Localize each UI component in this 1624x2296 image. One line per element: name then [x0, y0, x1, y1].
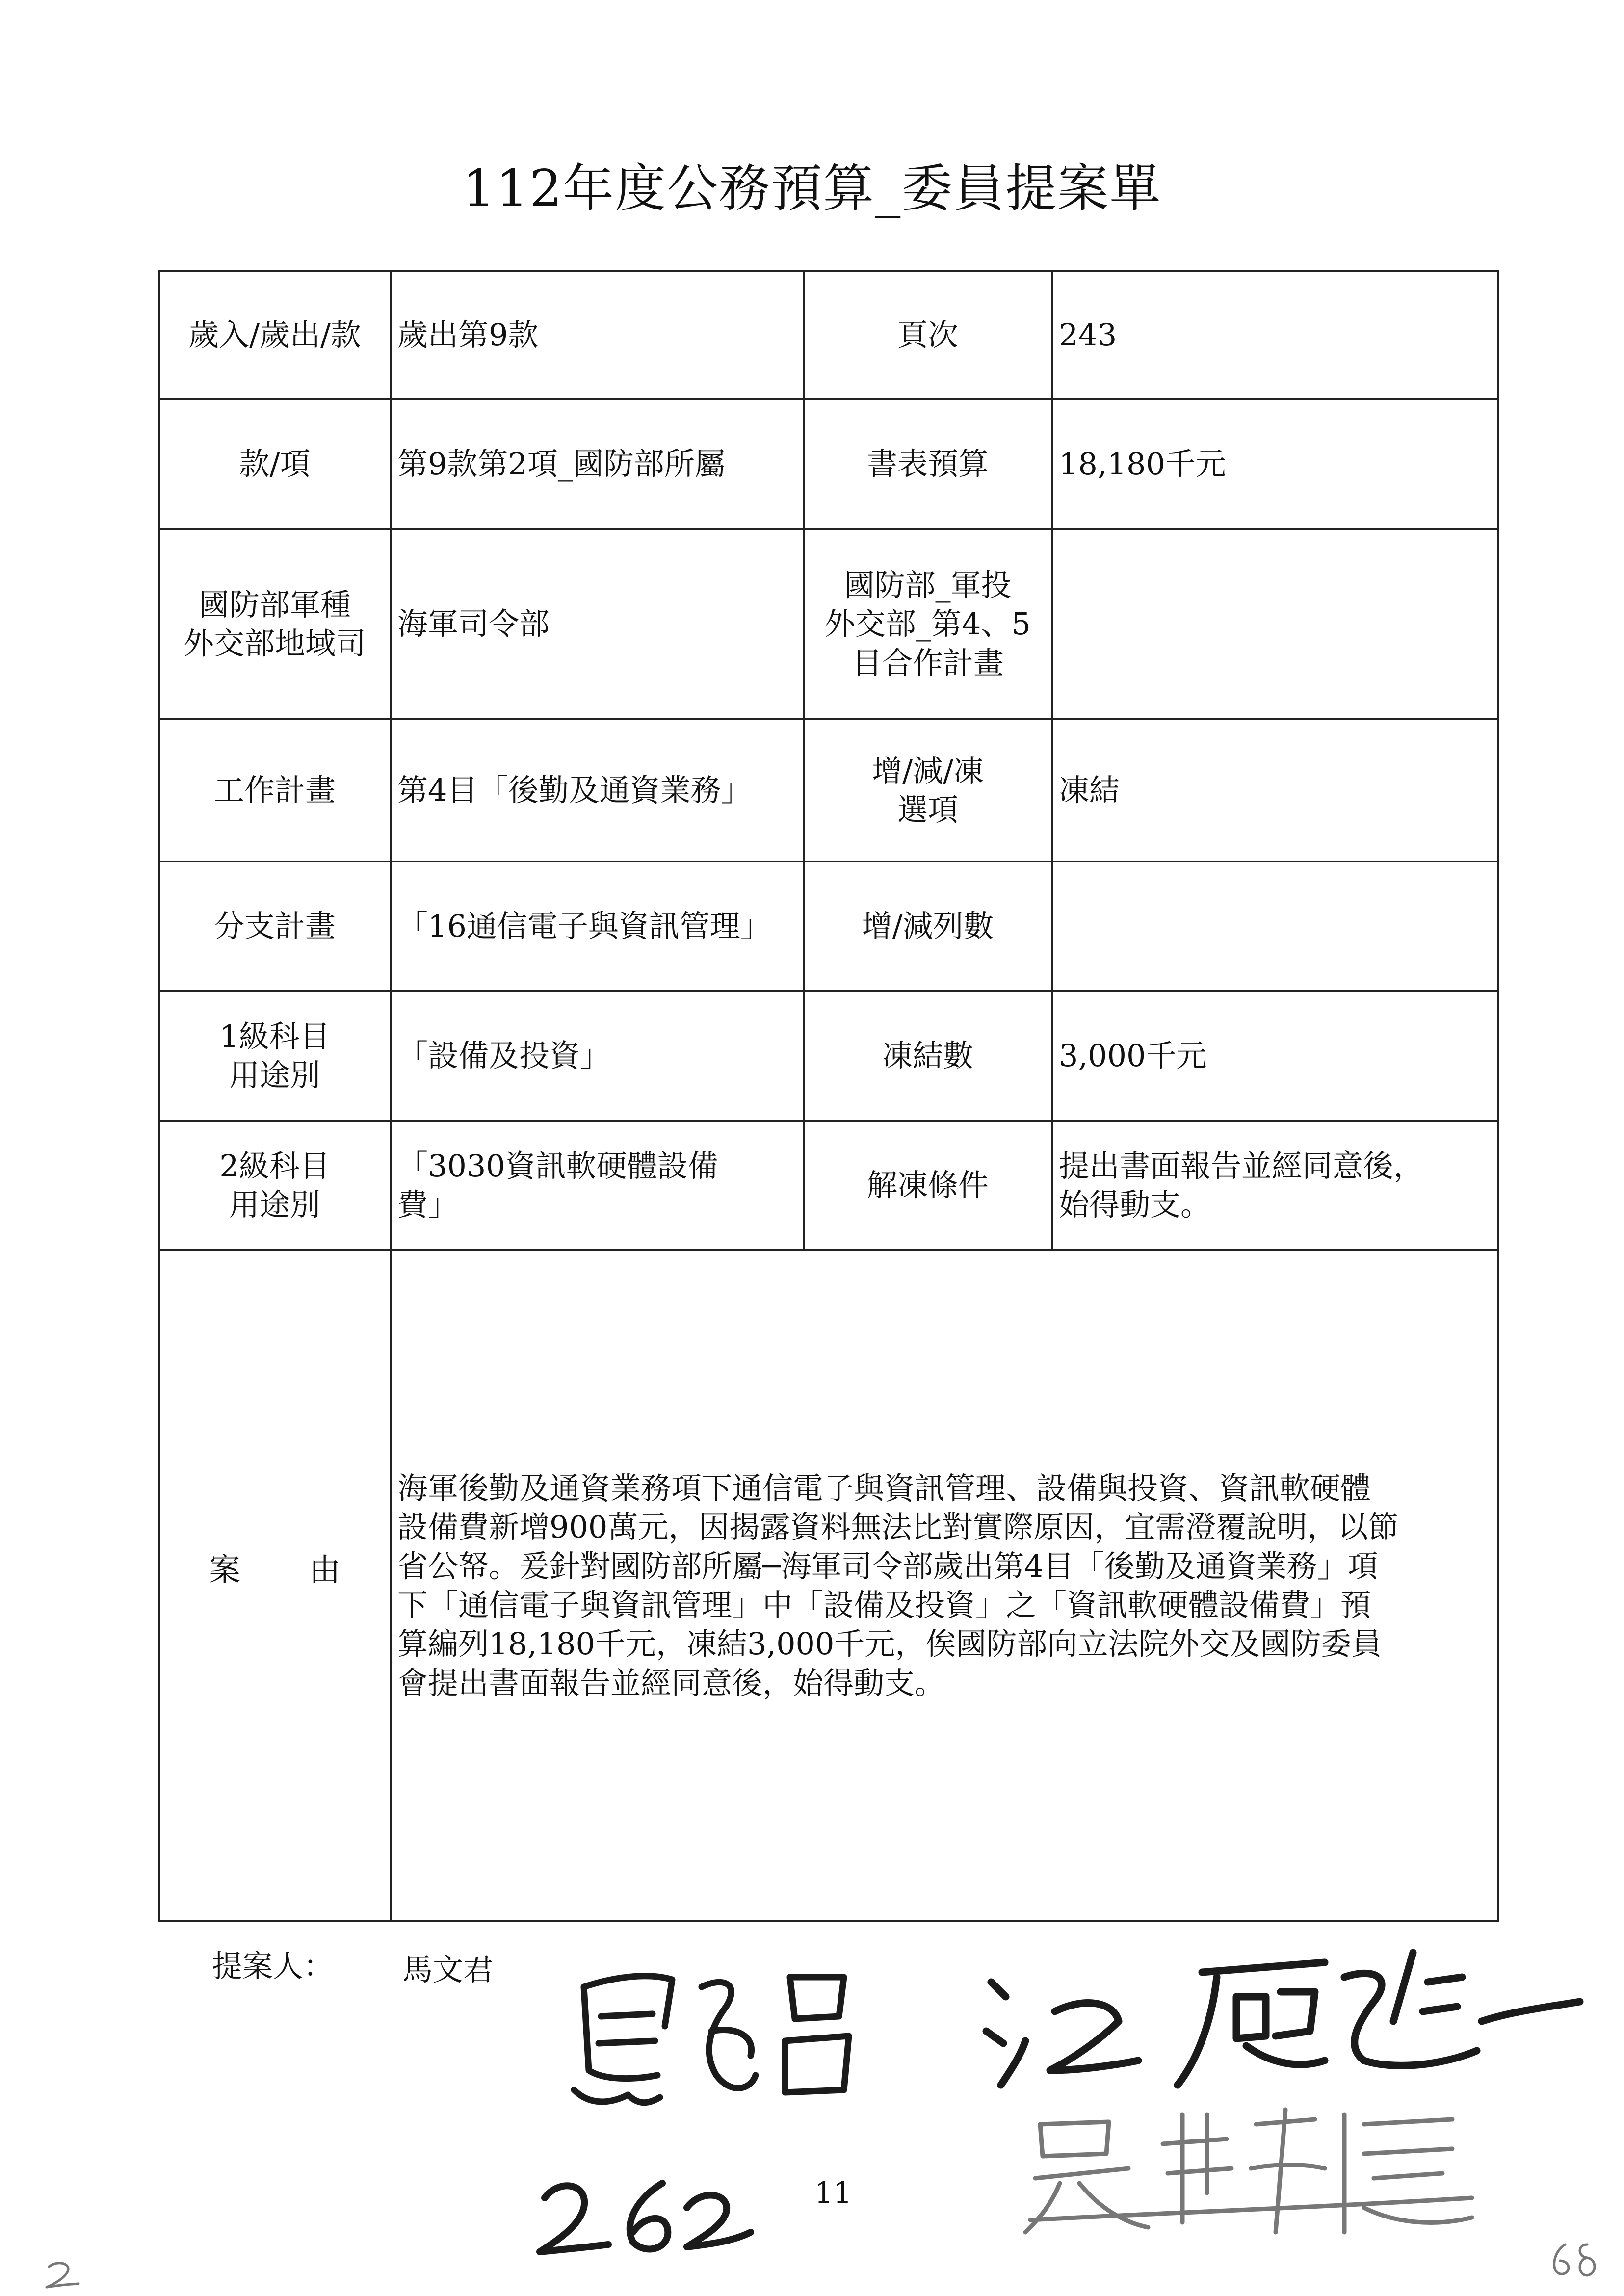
field-label-level2: [159, 1121, 391, 1250]
form-row-level1: [159, 991, 1498, 1121]
field-value-work-plan: 第4目「後勤及通資業務」: [391, 719, 804, 861]
page-number: 11: [814, 2176, 852, 2210]
page-title: 112年度公務預算_委員提案單: [462, 158, 1162, 218]
field-label-page: 頁次: [804, 271, 1052, 399]
mark-2: [39, 2257, 83, 2291]
field-label-level2-line2: 用途別: [229, 1187, 320, 1223]
reason-line: 下「通信電子與資訊管理」中「設備及投資」之「資訊軟硬體設備費」預: [397, 1587, 1371, 1623]
field-label-section: 款/項: [159, 399, 391, 529]
field-value-level2-line1: 「3030資訊軟硬體設備: [397, 1148, 718, 1184]
field-value-unfreeze-line2: 始得動支。: [1059, 1187, 1211, 1223]
field-label-branch-line2: 外交部地域司: [183, 626, 366, 661]
field-label-cooperation-line2: 外交部_第4、5: [825, 606, 1031, 642]
form-row-section: [159, 399, 1498, 529]
form-row-reason: [159, 1250, 1498, 1921]
mark-68: [1545, 2237, 1604, 2281]
proposer-label: 提案人：: [212, 1948, 334, 1984]
field-value-branch: 海軍司令部: [391, 529, 804, 719]
proposal-form: [158, 270, 1499, 1922]
field-label-budget: 書表預算: [804, 399, 1052, 529]
field-label-level1-line1: 1級科目: [219, 1018, 330, 1054]
field-label-cooperation-plan: [804, 529, 1052, 719]
field-value-level2-line2: 費」: [397, 1187, 459, 1223]
field-label-level1-line2: 用途別: [229, 1057, 320, 1093]
form-row-level2: [159, 1121, 1498, 1250]
field-label-level1: [159, 991, 391, 1121]
field-label-cooperation-line1: 國防部_軍投: [844, 567, 1012, 603]
form-row-work-plan: [159, 719, 1498, 861]
reason-line: 設備費新增900萬元，因揭露資料無法比對實際原因，宜需澄覆說明，以節: [397, 1509, 1399, 1545]
field-label-cooperation-line3: 目合作計畫: [851, 645, 1004, 681]
reason-label-char2: 由: [309, 1552, 341, 1589]
field-value-sub-plan: 「16通信電子與資訊管理」: [391, 861, 804, 991]
field-value-section: 第9款第2項_國防部所屬: [391, 399, 804, 529]
field-value-unfreeze-condition: [1052, 1121, 1498, 1250]
form-row-branch: [159, 529, 1498, 719]
field-value-option: 凍結: [1052, 719, 1498, 861]
field-label-unfreeze-condition: 解凍條件: [804, 1121, 1052, 1250]
field-label-change-amount: 增/減列數: [804, 861, 1052, 991]
signature-jiang-qi-chen: [971, 1923, 1599, 2100]
field-label-work-plan: 工作計畫: [159, 719, 391, 861]
field-value-level2: [391, 1121, 804, 1250]
field-value-page: 243: [1052, 271, 1498, 399]
form-row-account: [159, 271, 1498, 399]
reason-label-char1: 案: [209, 1552, 240, 1589]
field-label-account-type: 歲入/歲出/款: [159, 271, 391, 399]
field-label-sub-plan: 分支計畫: [159, 861, 391, 991]
field-label-option: [804, 719, 1052, 861]
field-value-level1: 「設備及投資」: [391, 991, 804, 1121]
field-label-branch-line1: 國防部軍種: [198, 586, 351, 623]
signature-wu-bing-rui: [1021, 2095, 1482, 2242]
reason-line: 算編列18,180千元，凍結3,000千元，俟國防部向立法院外交及國防委員: [397, 1626, 1382, 1662]
field-label-option-line1: 增/減/凍: [872, 753, 984, 789]
reason-line: 省公帑。爰針對國防部所屬─海軍司令部歲出第4目「後勤及通資業務」項: [397, 1548, 1378, 1584]
field-value-change-amount: [1052, 861, 1498, 991]
field-label-frozen-amount: 凍結數: [804, 991, 1052, 1121]
field-label-branch: [159, 529, 391, 719]
signature-ma-wen-chun: [554, 1957, 868, 2119]
reason-label: [159, 1250, 391, 1921]
form-row-sub-plan: [159, 861, 1498, 991]
field-value-account-type: 歲出第9款: [391, 271, 804, 399]
signature-number-262: [530, 2159, 756, 2267]
field-value-budget: 18,180千元: [1052, 399, 1498, 529]
field-label-level2-line1: 2級科目: [219, 1148, 330, 1184]
field-label-option-line2: 選項: [897, 792, 958, 828]
proposer-name: 馬文君: [402, 1952, 494, 1987]
reason-line: 會提出書面報告並經同意後，始得動支。: [397, 1665, 945, 1701]
field-value-cooperation-plan: [1052, 529, 1498, 719]
field-value-unfreeze-line1: 提出書面報告並經同意後，: [1059, 1148, 1424, 1184]
reason-text: [391, 1250, 1498, 1921]
reason-line: 海軍後勤及通資業務項下通信電子與資訊管理、設備與投資、資訊軟硬體: [397, 1470, 1371, 1506]
field-value-frozen-amount: 3,000千元: [1052, 991, 1498, 1121]
